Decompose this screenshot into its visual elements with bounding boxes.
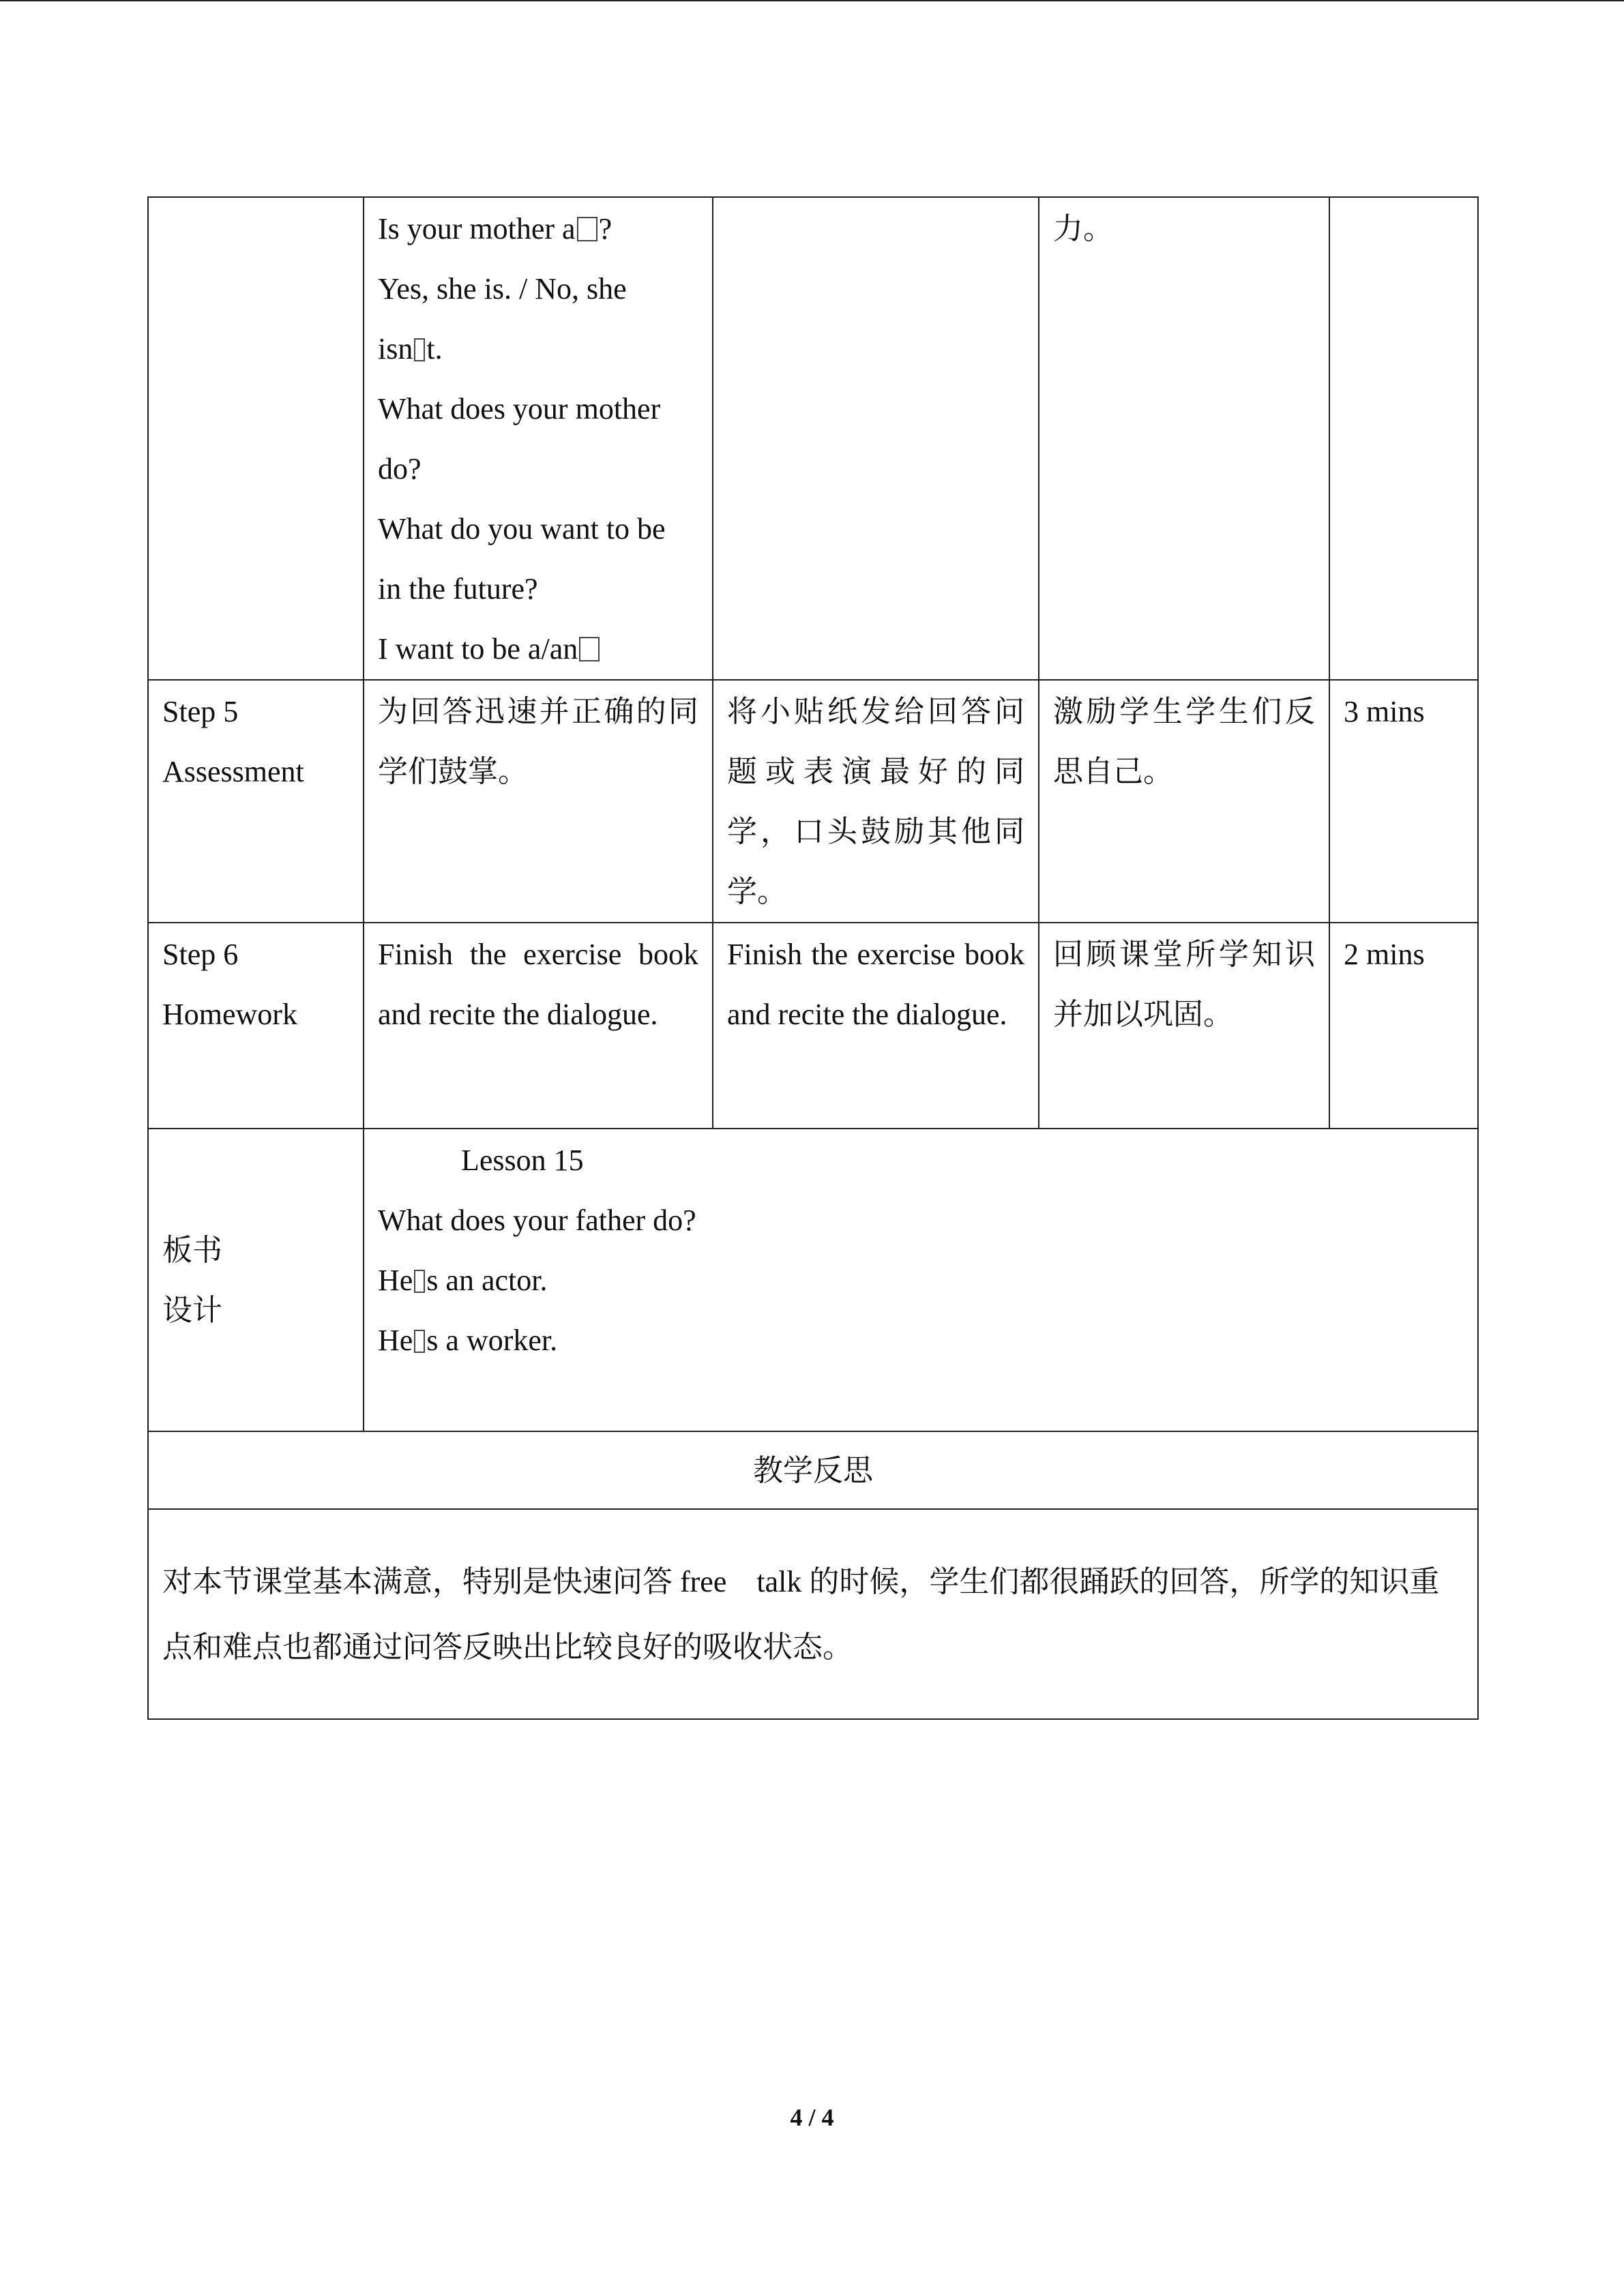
missing-glyph-box (414, 1270, 425, 1293)
step-number: Step 5 (162, 695, 239, 728)
text-line: What does your mother (378, 392, 661, 426)
teacher-activity-cell: Finish the exercise book and recite the dialogue. (364, 923, 713, 1129)
step-cell (148, 680, 364, 923)
page-top-border (0, 0, 1624, 1)
purpose-cell: 回顾课堂所学知识并加以巩固。 (1039, 923, 1329, 1129)
text-line: What do you want to be (378, 512, 666, 546)
board-label-line1: 板书 (162, 1234, 222, 1267)
board-question: What does your father do? (378, 1204, 696, 1237)
student-activity-cell: Finish the exercise book and recite the dialogue. (713, 923, 1039, 1129)
step-name: Assessment (162, 755, 304, 788)
page-number: 4 / 4 (790, 2104, 834, 2131)
step-number: Step 6 (162, 938, 239, 971)
table-row-step6 (148, 923, 1478, 1129)
teacher-activity-cell: Is your mother a ? Yes, she is. / No, she isn t. What does your mother do? What do you want to be in the future? I want to be a/an (364, 197, 713, 680)
step-cell (148, 197, 364, 680)
text-line: Is your mother a (378, 212, 576, 245)
text-line: I want to be a/an (378, 632, 578, 666)
table-row-board-design (148, 1129, 1478, 1431)
table-row-reflection-text (148, 1509, 1478, 1719)
board-title: Lesson 15 (461, 1144, 584, 1177)
table-row-reflection-heading (148, 1431, 1478, 1509)
reflection-heading: 教学反思 (148, 1431, 1478, 1509)
time-cell: 3 mins (1329, 680, 1478, 923)
purpose-cell: 激励学生学生们反思自己。 (1039, 680, 1329, 923)
teacher-activity-cell: 为回答迅速并正确的同学们鼓掌。 (364, 680, 713, 923)
text-line: Yes, she is. / No, she (378, 272, 627, 305)
text-line: do? (378, 452, 422, 486)
purpose-cell: 力。 (1039, 197, 1329, 680)
board-answer-2: He s a worker. (378, 1324, 558, 1357)
board-content-cell (364, 1129, 1478, 1431)
missing-glyph-box (579, 637, 600, 661)
board-label-line2: 设计 (162, 1294, 222, 1327)
text-line: in the future? (378, 572, 538, 606)
board-label-cell (148, 1129, 364, 1431)
step-cell (148, 923, 364, 1129)
step-name: Homework (162, 998, 297, 1031)
lesson-plan-table (147, 196, 1479, 1720)
student-activity-cell (713, 197, 1039, 680)
missing-glyph-box (577, 217, 597, 241)
student-activity-cell: 将小贴纸发给回答问题或表演最好的同学，口头鼓励其他同学。 (713, 680, 1039, 923)
table-row-step5 (148, 680, 1478, 923)
text-line: isn (378, 332, 413, 366)
reflection-text: 对本节课堂基本满意，特别是快速问答 free talk 的时候，学生们都很踊跃的回答，所学的知识重点和难点也都通过问答反映出比较良好的吸收状态。 (148, 1509, 1478, 1719)
time-cell: 2 mins (1329, 923, 1478, 1129)
time-cell (1329, 197, 1478, 680)
table-row-practice (148, 197, 1478, 680)
missing-glyph-box (414, 338, 425, 361)
board-answer-1: He s an actor. (378, 1264, 548, 1297)
missing-glyph-box (414, 1330, 425, 1353)
